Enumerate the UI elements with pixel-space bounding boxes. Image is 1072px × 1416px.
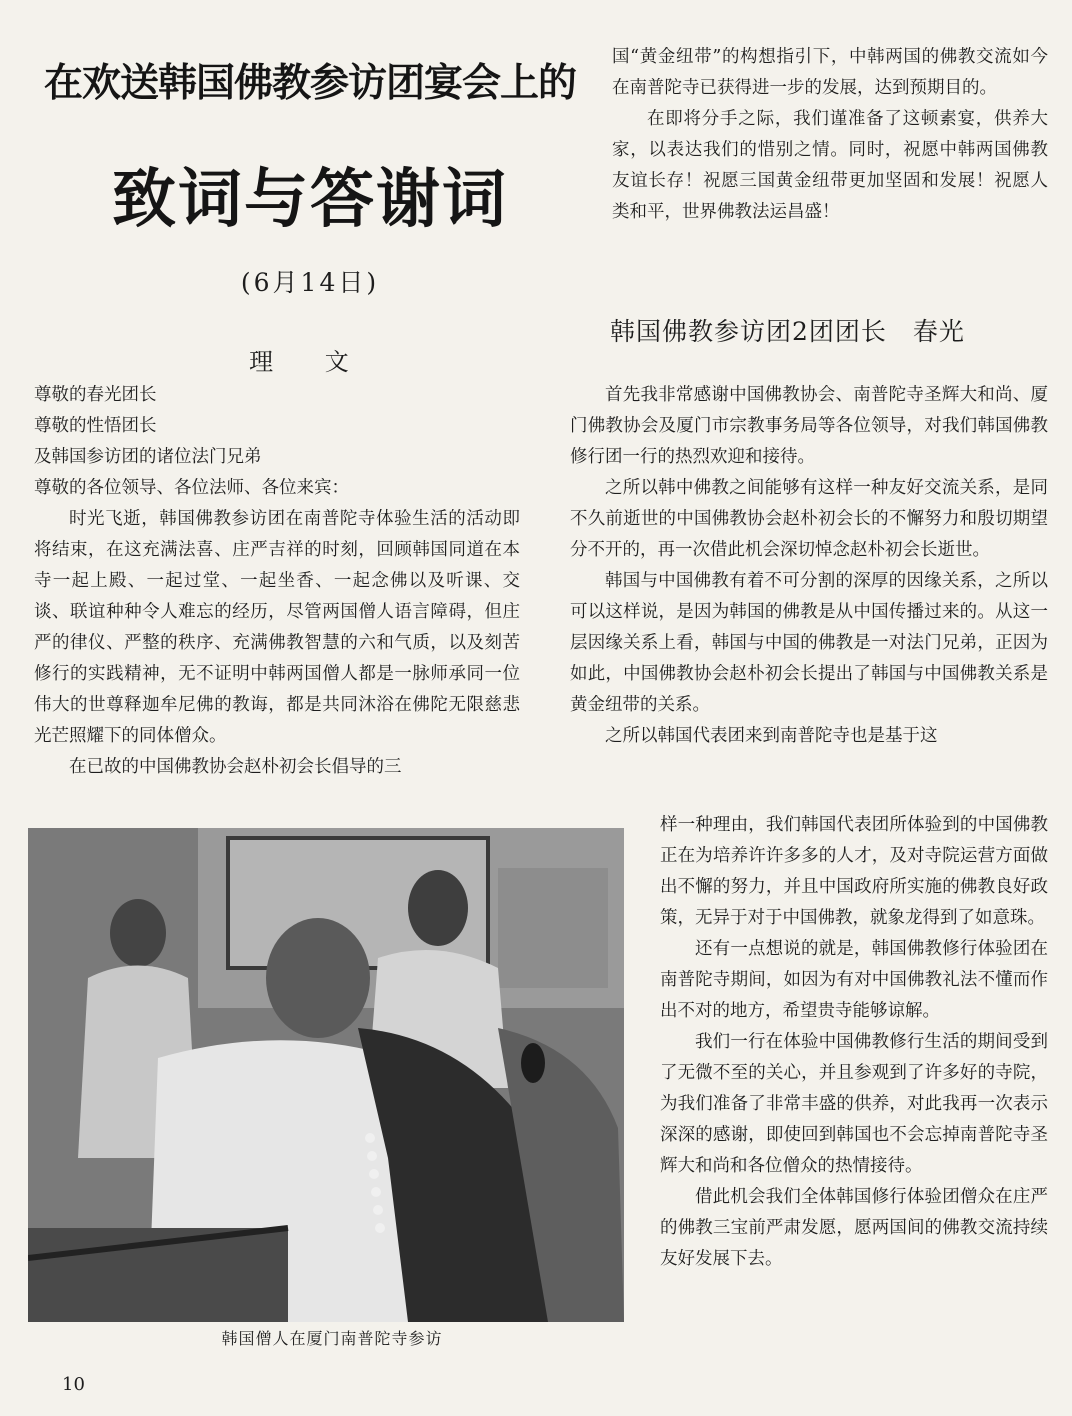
speech2-paragraph: 借此机会我们全体韩国修行体验团僧众在庄严的佛教三宝前严肃发愿，愿两国间的佛教交流持续友好发展下去。 (660, 1187, 1048, 1269)
speech2-paragraph: 韩国与中国佛教有着不可分割的深厚的因缘关系，之所以可以这样说，是因为韩国的佛教是从中国传播过来的。从这一层因缘关系上看，韩国与中国的佛教是一对法门兄弟，正因为如此，中国佛教协会赵朴初会长提出了韩国与中国佛教关系是黄金纽带的关系。 (570, 571, 1048, 715)
speech1-author: 理 文 (249, 348, 371, 376)
speech1-paragraph: 时光飞逝，韩国佛教参访团在南普陀寺体验生活的活动即将结束，在这充满法喜、庄严吉祥的时刻，回顾韩国同道在本寺一起上殿、一起过堂、一起坐香、一起念佛以及听课、交谈、联谊种种令人难忘的经历，尽管两国僧人语言障碍，但庄严的律仪、严整的秩序、充满佛教智慧的六和气质，以及刻苦修行的实践精神，无不证明中韩两国僧人都是一脉师承同一位伟大的世尊释迦牟尼佛的教诲，都是共同沐浴在佛陀无限慈悲光芒照耀下的同体僧众。 (34, 509, 520, 746)
date-line: (6月14日) (240, 268, 380, 297)
speech2-heading: 韩国佛教参访团2团团长 春光 (610, 317, 965, 346)
speech1-body (34, 380, 520, 783)
headline-line2: 致词与答谢词 (112, 163, 508, 237)
speech2-body (570, 380, 1048, 752)
speech1-paragraph: 国“黄金纽带”的构想指引下，中韩两国的佛教交流如今在南普陀寺已获得进一步的发展，达到预期目的。 (612, 47, 1048, 98)
speech1-paragraph: 在即将分手之际，我们谨准备了这顿素宴，供养大家，以表达我们的惜别之情。同时，祝愿中韩两国佛教友谊长存！祝愿三国黄金纽带更加坚固和发展！祝愿人类和平，世界佛教法运昌盛！ (612, 109, 1048, 222)
salutation: 尊敬的春光团长 (34, 385, 157, 405)
photo-caption: 韩国僧人在厦门南普陀寺参访 (221, 1329, 443, 1348)
salutation: 尊敬的性悟团长 (34, 416, 157, 436)
speech1-continued (612, 42, 1048, 228)
photo-monks-visit (28, 828, 624, 1322)
speech2-paragraph: 之所以韩国代表团来到南普陀寺也是基于这 (605, 726, 938, 746)
speech2-paragraph: 还有一点想说的就是，韩国佛教修行体验团在南普陀寺期间，如因为有对中国佛教礼法不懂而作出不对的地方，希望贵寺能够谅解。 (660, 939, 1048, 1021)
speech2-paragraph: 首先我非常感谢中国佛教协会、南普陀寺圣辉大和尚、厦门佛教协会及厦门市宗教事务局等各位领导，对我们韩国佛教修行团一行的热烈欢迎和接待。 (570, 385, 1048, 467)
salutation: 及韩国参访团的诸位法门兄弟 (34, 447, 262, 467)
page-number: 10 (62, 1374, 85, 1395)
speech2-paragraph: 我们一行在体验中国佛教修行生活的期间受到了无微不至的关心，并且参观到了许多好的寺院，为我们准备了非常丰盛的供养，对此我再一次表示深深的感谢，即使回到韩国也不会忘掉南普陀寺圣辉大和尚和各位僧众的热情接待。 (660, 1032, 1048, 1176)
speech2-paragraph: 之所以韩中佛教之间能够有这样一种友好交流关系，是同不久前逝世的中国佛教协会赵朴初会长的不懈努力和殷切期望分不开的，再一次借此机会深切悼念赵朴初会长逝世。 (570, 478, 1048, 560)
speech1-paragraph: 在已故的中国佛教协会赵朴初会长倡导的三 (69, 757, 402, 777)
salutation: 尊敬的各位领导、各位法师、各位来宾： (34, 478, 349, 498)
headline-line1: 在欢送韩国佛教参访团宴会上的 (43, 61, 576, 106)
speech2-paragraph: 样一种理由，我们韩国代表团所体验到的中国佛教正在为培养许许多多的人才，及对寺院运营方面做出不懈的努力，并且中国政府所实施的佛教良好政策，无异于对于中国佛教，就象龙得到了如意珠。 (660, 815, 1048, 928)
speech2-body-continued (660, 810, 1048, 1275)
